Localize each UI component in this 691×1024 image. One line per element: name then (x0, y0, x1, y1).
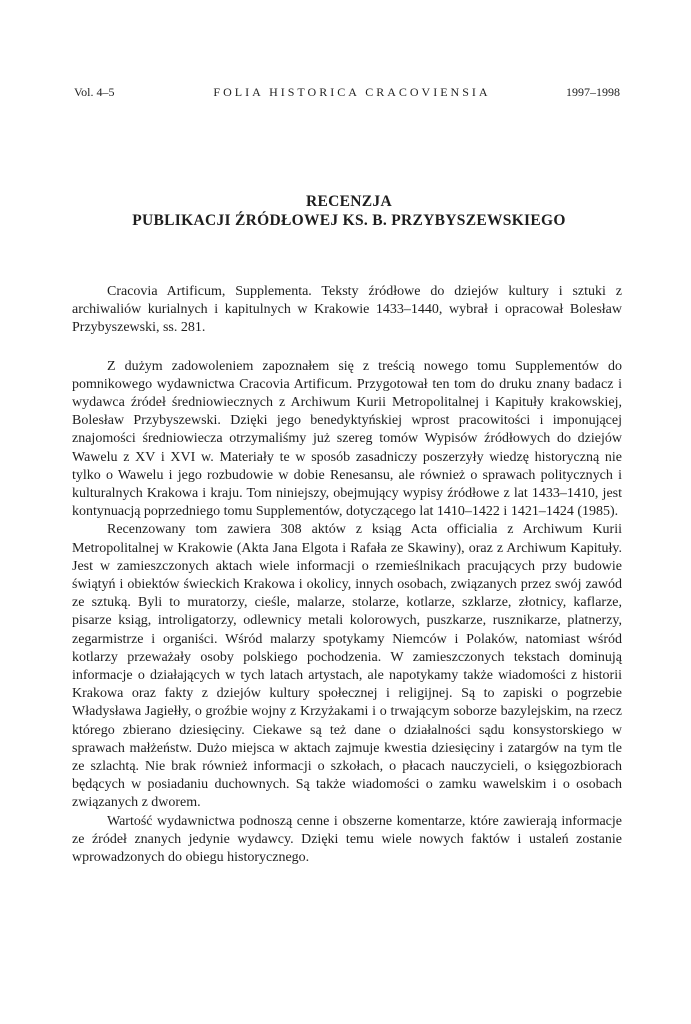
article-body (72, 283, 622, 867)
volume-label: Vol. 4–5 (74, 85, 115, 99)
bibliographic-citation: Cracovia Artificum, Supplementa. Teksty źródłowe do dziejów kultury i sztuki z archiwaliów kurialnych i kapitulnych w Krakowie 1433–1440, wybrał i opracował Bolesław Przybyszewski, ss. 281. (72, 284, 622, 336)
body-paragraph: Wartość wydawnictwa podnoszą cenne i obszerne komentarze, które zawierają informacje ze źródeł znanych jedynie wydawcy. Dzięki temu wiele nowych faktów i ustaleń zostanie wprowadzonych do obiegu historycznego. (72, 813, 622, 866)
title-line-1: RECENZJA (306, 193, 392, 210)
body-paragraph: Z dużym zadowoleniem zapoznałem się z treścią nowego tomu Supplementów do pomnikowego wydawnictwa Cracovia Artificum. Przygotował ten tom do druku znany badacz i wydawca źródeł średniowiecznych z Archiwum Kurii Metropolitalnej i Kapituły krakowskiej, Bolesław Przybyszewski. Dzięki jego benedyktyńskiej wprost pracowitości i imponującej znajomości średniowiecza otrzymaliśmy już szereg tomów Wypisów źródłowych do dziejów Wawelu z XV i XVI w. Materiały te w sposób zasadniczy poszerzyły wiedzę historyczną nie tylko o Wawelu i jego rozbudowie w dobie Renesansu, ale również o sprawach politycznych i kulturalnych Krakowa i kraju. Tom niniejszy, obejmujący wypisy źródłowe z lat 1433–1410, jest kontynuacją poprzedniego tomu Supplementów, dotyczącego lat 1410–1422 i 1421–1424 (1985). (72, 358, 622, 520)
article-title (60, 192, 638, 230)
title-line-2: PUBLIKACJI ŹRÓDŁOWEJ KS. B. PRZYBYSZEWSKIEGO (132, 212, 566, 229)
body-paragraph: Recenzowany tom zawiera 308 aktów z ksiąg Acta officialia z Archiwum Kurii Metropolitalnej w Krakowie (Akta Jana Elgota i Rafała ze Skawiny), oraz z Archiwum Kapituły. Jest w zamieszczonych aktach wiele informacji o rzemieślnikach pracujących przy budowie świątyń i obiektów świeckich Krakowa i okolicy, innych osobach, związanych przez swój zawód ze sztuką. Byli to muratorzy, cieśle, malarze, stolarze, kotlarze, szklarze, złotnicy, kaflarze, pisarze ksiąg, introligatorzy, odlewnicy metali kolorowych, puszkarze, rusznikarze, platnerzy, zegarmistrze i organiści. Wśród malarzy spotykamy Niemców i Polaków, natomiast wśród kotlarzy przeważały osoby polskiego pochodzenia. W zamieszczonych tekstach dominują informacje o działających w tych latach artystach, ale napotykamy także wiadomości z historii Krakowa oraz fakty z dziejów kultury społecznej i religijnej. Są to zapiski o pogrzebie Władysława Jagiełły, o groźbie wojny z Krzyżakami i o trwającym soborze bazylejskim, na rzecz którego zbierano dziesięciny. Ciekawe są też dane o działalności sądu konsystorskiego w sprawach małżeństw. Dużo miejsca w aktach zajmuje kwestia dziesięciny i zatargów na tym tle ze szlachtą. Nie brak również informacji o szkołach, o płacach nauczycieli, o księgozbiorach będących w posiadaniu duchownych. Są także wiadomości o zamku wawelskim i o osobach związanych z dworem. (72, 522, 622, 811)
journal-title: FOLIA HISTORICA CRACOVIENSIA (213, 85, 491, 99)
publication-years: 1997–1998 (566, 85, 620, 99)
